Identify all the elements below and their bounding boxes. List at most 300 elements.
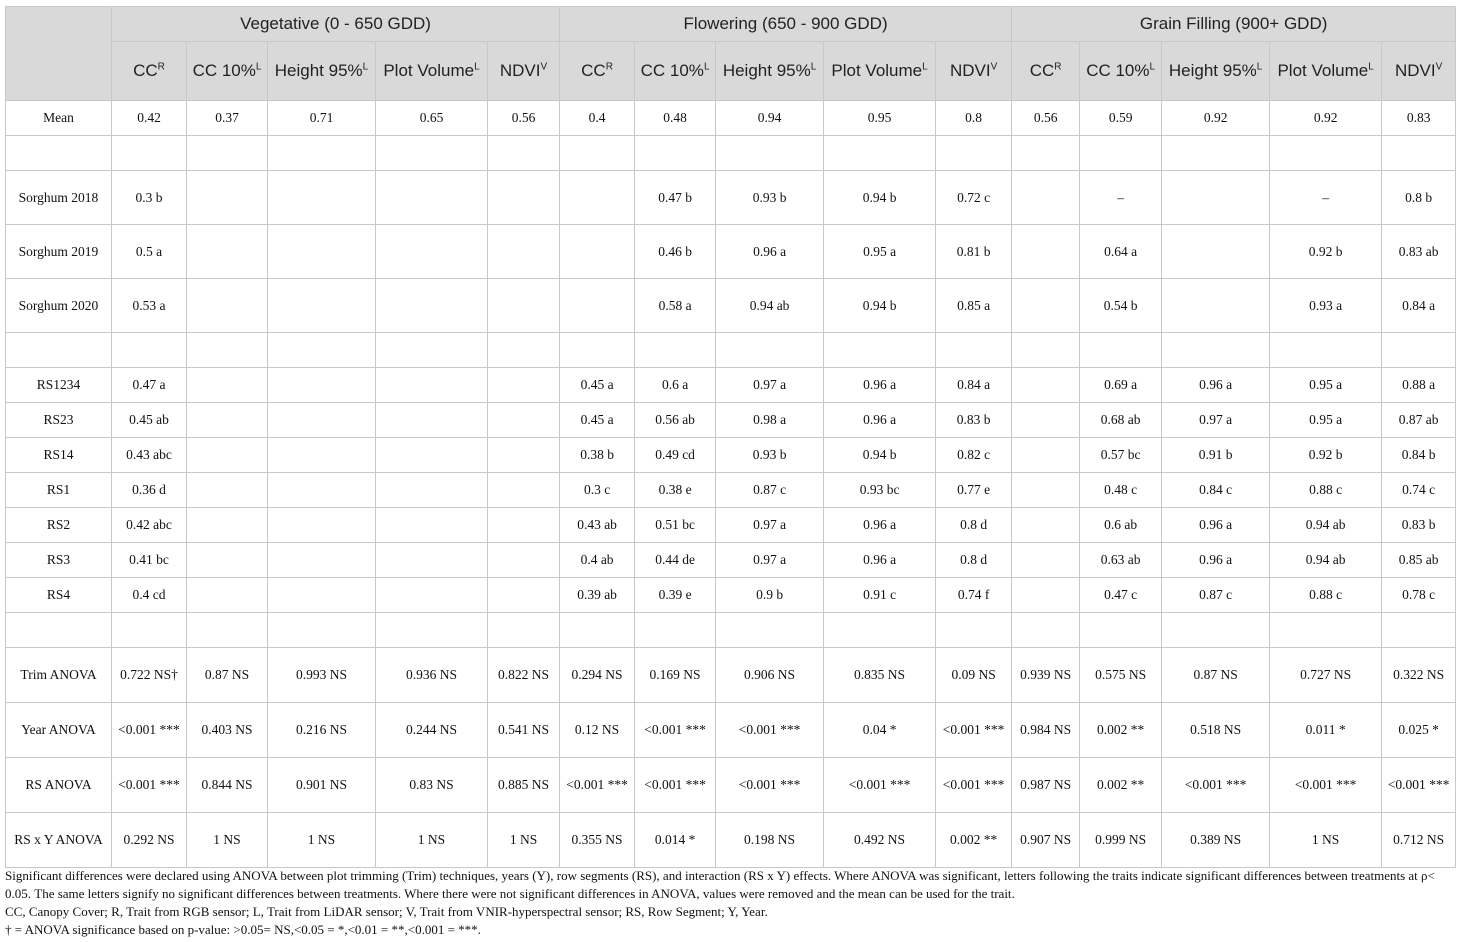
table-cell: <0.001 *** (560, 758, 635, 813)
table-cell (1012, 438, 1080, 473)
table-cell: 0.42 (112, 101, 187, 136)
trait-name: CC (1029, 61, 1055, 80)
table-cell (1162, 171, 1270, 225)
table-cell: 0.58 a (635, 279, 716, 333)
table-cell: 0.3 c (560, 473, 635, 508)
table-cell (376, 333, 488, 368)
table-cell: 0.97 a (716, 368, 824, 403)
table-cell: – (1080, 171, 1162, 225)
table-cell (187, 171, 268, 225)
table-cell (560, 136, 635, 171)
table-cell: 0.4 (560, 101, 635, 136)
table-cell (560, 171, 635, 225)
table-cell: 0.96 a (1162, 368, 1270, 403)
table-cell: <0.001 *** (1382, 758, 1456, 813)
table-cell: 0.56 (488, 101, 560, 136)
table-cell: 0.88 c (1270, 578, 1382, 613)
table-cell: <0.001 *** (716, 703, 824, 758)
table-cell: <0.001 *** (112, 703, 187, 758)
table-cell: 0.8 b (1382, 171, 1456, 225)
table-cell: 0.04 * (824, 703, 936, 758)
table-cell (824, 333, 936, 368)
table-cell: 0.46 b (635, 225, 716, 279)
table-cell (488, 136, 560, 171)
table-cell (1012, 508, 1080, 543)
results-table-container (5, 6, 1455, 868)
row-label: RS3 (6, 543, 112, 578)
row-label: Sorghum 2020 (6, 279, 112, 333)
table-cell: 0.97 a (1162, 403, 1270, 438)
table-cell: 0.36 d (112, 473, 187, 508)
table-cell: 0.85 a (936, 279, 1012, 333)
table-cell: 0.95 a (1270, 403, 1382, 438)
table-row (6, 171, 1456, 225)
table-cell (1012, 333, 1080, 368)
table-cell: 0.002 ** (1080, 758, 1162, 813)
table-cell: 0.939 NS (1012, 648, 1080, 703)
table-cell: 1 NS (1270, 813, 1382, 868)
table-cell: 0.56 (1012, 101, 1080, 136)
table-cell: 0.389 NS (1162, 813, 1270, 868)
table-cell: 0.96 a (716, 225, 824, 279)
table-cell: 0.83 NS (376, 758, 488, 813)
table-cell (488, 171, 560, 225)
table-cell: 0.93 a (1270, 279, 1382, 333)
trait-name: NDVI (499, 61, 541, 80)
table-cell: 0.4 ab (560, 543, 635, 578)
table-cell: 0.96 a (1162, 508, 1270, 543)
table-cell (268, 473, 376, 508)
table-cell (376, 613, 488, 648)
sensor-superscript: V (540, 61, 548, 73)
table-cell: 0.025 * (1382, 703, 1456, 758)
table-cell: 0.999 NS (1080, 813, 1162, 868)
table-cell: 0.85 ab (1382, 543, 1456, 578)
table-cell: 0.244 NS (376, 703, 488, 758)
table-cell: 0.002 ** (936, 813, 1012, 868)
table-cell (1012, 473, 1080, 508)
table-cell (376, 171, 488, 225)
table-cell: 1 NS (376, 813, 488, 868)
corner-cell (6, 7, 112, 101)
sensor-superscript: L (1256, 61, 1263, 73)
table-cell (187, 613, 268, 648)
table-cell: 0.09 NS (936, 648, 1012, 703)
table-cell: 0.541 NS (488, 703, 560, 758)
trait-name: Height 95% (722, 61, 811, 80)
table-cell (635, 613, 716, 648)
table-cell: 0.87 c (716, 473, 824, 508)
table-row (6, 543, 1456, 578)
table-row (6, 813, 1456, 868)
table-cell (376, 543, 488, 578)
table-cell (376, 136, 488, 171)
sensor-superscript: L (1368, 61, 1374, 73)
trait-header (1270, 42, 1382, 101)
table-cell: 0.96 a (824, 368, 936, 403)
table-cell (187, 279, 268, 333)
table-cell: 0.94 ab (716, 279, 824, 333)
table-cell: 0.936 NS (376, 648, 488, 703)
table-cell: 1 NS (488, 813, 560, 868)
table-cell: <0.001 *** (112, 758, 187, 813)
table-cell: 0.8 d (936, 543, 1012, 578)
table-cell: 0.74 c (1382, 473, 1456, 508)
table-cell: 0.844 NS (187, 758, 268, 813)
table-cell: 0.45 a (560, 368, 635, 403)
table-cell: 0.43 ab (560, 508, 635, 543)
table-cell: 0.93 b (716, 438, 824, 473)
trait-name: CC 10% (1086, 61, 1150, 80)
table-cell (268, 403, 376, 438)
table-cell: 0.91 c (824, 578, 936, 613)
table-cell (187, 333, 268, 368)
table-cell: 0.993 NS (268, 648, 376, 703)
table-cell: 0.94 b (824, 171, 936, 225)
trait-name: NDVI (1394, 61, 1436, 80)
trait-header (1162, 42, 1270, 101)
table-cell (488, 279, 560, 333)
table-cell: 0.5 a (112, 225, 187, 279)
row-label (6, 136, 112, 171)
table-cell: 0.63 ab (1080, 543, 1162, 578)
table-cell: 0.92 (1162, 101, 1270, 136)
table-cell (488, 333, 560, 368)
table-cell (112, 136, 187, 171)
table-cell: 0.901 NS (268, 758, 376, 813)
table-row (6, 368, 1456, 403)
table-cell (1012, 403, 1080, 438)
trait-name: Plot Volume (831, 61, 923, 80)
row-label: Year ANOVA (6, 703, 112, 758)
table-cell (268, 279, 376, 333)
table-row (6, 648, 1456, 703)
table-cell (936, 136, 1012, 171)
table-row (6, 136, 1456, 171)
table-cell (187, 508, 268, 543)
table-cell (824, 613, 936, 648)
table-cell (488, 508, 560, 543)
table-cell: 0.51 bc (635, 508, 716, 543)
table-cell: 0.92 (1270, 101, 1382, 136)
sensor-superscript: R (157, 61, 165, 73)
table-cell: 0.987 NS (1012, 758, 1080, 813)
table-cell: 0.8 (936, 101, 1012, 136)
table-cell: 0.54 b (1080, 279, 1162, 333)
table-cell: 0.322 NS (1382, 648, 1456, 703)
row-label: RS4 (6, 578, 112, 613)
table-cell (560, 613, 635, 648)
table-cell (187, 473, 268, 508)
table-cell: <0.001 *** (1270, 758, 1382, 813)
table-cell (824, 136, 936, 171)
table-cell (268, 543, 376, 578)
table-cell: 0.984 NS (1012, 703, 1080, 758)
group-header-grain-filling: Grain Filling (900+ GDD) (1012, 7, 1456, 42)
sensor-superscript: L (362, 61, 369, 73)
table-row (6, 703, 1456, 758)
table-cell: 0.88 c (1270, 473, 1382, 508)
table-row (6, 225, 1456, 279)
table-body (6, 101, 1456, 868)
table-cell: <0.001 *** (824, 758, 936, 813)
row-label (6, 333, 112, 368)
table-cell (376, 403, 488, 438)
table-cell (1162, 136, 1270, 171)
table-cell: 0.68 ab (1080, 403, 1162, 438)
trait-header (376, 42, 488, 101)
table-cell: <0.001 *** (936, 758, 1012, 813)
table-row (6, 101, 1456, 136)
table-cell (187, 578, 268, 613)
table-cell: 0.216 NS (268, 703, 376, 758)
trait-name: CC (133, 61, 158, 80)
table-cell: 0.011 * (1270, 703, 1382, 758)
table-cell: 0.83 ab (1382, 225, 1456, 279)
table-cell: 0.822 NS (488, 648, 560, 703)
table-cell: 0.47 c (1080, 578, 1162, 613)
table-cell: 0.8 d (936, 508, 1012, 543)
table-cell (187, 438, 268, 473)
table-cell (488, 403, 560, 438)
table-cell: 0.47 a (112, 368, 187, 403)
table-cell (1012, 136, 1080, 171)
row-label: Sorghum 2019 (6, 225, 112, 279)
sensor-superscript: R (605, 61, 613, 73)
table-cell: 0.84 a (1382, 279, 1456, 333)
table-cell: 1 NS (187, 813, 268, 868)
table-cell: 0.81 b (936, 225, 1012, 279)
table-cell (488, 613, 560, 648)
table-cell (268, 368, 376, 403)
table-cell: <0.001 *** (936, 703, 1012, 758)
table-cell: 0.65 (376, 101, 488, 136)
table-cell: 0.87 NS (187, 648, 268, 703)
table-cell: 0.38 e (635, 473, 716, 508)
table-cell (376, 473, 488, 508)
table-cell (1012, 543, 1080, 578)
table-cell (560, 225, 635, 279)
table-cell: 0.64 a (1080, 225, 1162, 279)
table-cell (936, 333, 1012, 368)
table-cell (716, 136, 824, 171)
trait-header (1382, 42, 1456, 101)
table-cell: 0.82 c (936, 438, 1012, 473)
table-cell: 0.95 a (1270, 368, 1382, 403)
table-cell (635, 136, 716, 171)
table-cell: 0.91 b (1162, 438, 1270, 473)
table-cell (488, 368, 560, 403)
table-row (6, 613, 1456, 648)
sensor-superscript: R (1054, 61, 1062, 73)
table-cell: 0.492 NS (824, 813, 936, 868)
table-cell (1162, 613, 1270, 648)
table-cell: 0.49 cd (635, 438, 716, 473)
table-cell: 0.518 NS (1162, 703, 1270, 758)
table-cell: 0.6 a (635, 368, 716, 403)
table-cell: 0.45 a (560, 403, 635, 438)
table-row (6, 279, 1456, 333)
table-cell: 0.712 NS (1382, 813, 1456, 868)
table-cell (1270, 136, 1382, 171)
trait-header (488, 42, 560, 101)
table-cell: 0.48 c (1080, 473, 1162, 508)
table-cell (268, 613, 376, 648)
table-cell (112, 333, 187, 368)
table-cell: <0.001 *** (716, 758, 824, 813)
table-cell: 0.83 b (1382, 508, 1456, 543)
table-row (6, 758, 1456, 813)
table-row (6, 578, 1456, 613)
table-cell: 0.94 (716, 101, 824, 136)
table-cell (1012, 613, 1080, 648)
table-cell (488, 438, 560, 473)
table-cell: 0.97 a (716, 508, 824, 543)
group-header-vegetative: Vegetative (0 - 650 GDD) (112, 7, 560, 42)
table-cell (376, 225, 488, 279)
table-cell: 0.722 NS† (112, 648, 187, 703)
table-cell: 0.292 NS (112, 813, 187, 868)
row-label: RS1 (6, 473, 112, 508)
table-cell: 0.72 c (936, 171, 1012, 225)
table-cell: 0.93 b (716, 171, 824, 225)
table-cell (635, 333, 716, 368)
row-label: RS23 (6, 403, 112, 438)
footnote-dagger: † = ANOVA significance based on p-value: >0.05= NS,<0.05 = *,<0.01 = **,<0.001 = ***. (5, 922, 481, 937)
table-cell: – (1270, 171, 1382, 225)
table-cell: 0.885 NS (488, 758, 560, 813)
table-cell: 0.39 e (635, 578, 716, 613)
table-cell (376, 438, 488, 473)
table-cell: 0.88 a (1382, 368, 1456, 403)
trait-header-row (6, 42, 1456, 101)
trait-header (635, 42, 716, 101)
table-cell (376, 578, 488, 613)
table-cell: 0.94 b (824, 279, 936, 333)
trait-name: CC (581, 61, 606, 80)
table-cell: <0.001 *** (635, 758, 716, 813)
table-cell (1012, 279, 1080, 333)
table-cell (1382, 333, 1456, 368)
table-cell: 0.294 NS (560, 648, 635, 703)
trait-name: Plot Volume (383, 61, 475, 80)
table-cell: 0.71 (268, 101, 376, 136)
table-cell: 0.96 a (1162, 543, 1270, 578)
table-cell (187, 225, 268, 279)
sensor-superscript: L (1149, 61, 1156, 73)
table-cell (268, 578, 376, 613)
table-cell (488, 225, 560, 279)
table-cell (936, 613, 1012, 648)
table-cell (716, 333, 824, 368)
table-cell: 0.87 c (1162, 578, 1270, 613)
sensor-superscript: V (990, 61, 998, 73)
table-cell: 0.95 (824, 101, 936, 136)
table-row (6, 438, 1456, 473)
table-cell (268, 438, 376, 473)
table-cell: 0.014 * (635, 813, 716, 868)
table-cell (268, 333, 376, 368)
trait-name: CC 10% (640, 61, 704, 80)
table-cell: 0.87 NS (1162, 648, 1270, 703)
trait-header (1012, 42, 1080, 101)
table-cell: 0.74 f (936, 578, 1012, 613)
trait-header (824, 42, 936, 101)
table-cell: 0.43 abc (112, 438, 187, 473)
table-row (6, 508, 1456, 543)
row-label: RS14 (6, 438, 112, 473)
table-cell: 0.96 a (824, 508, 936, 543)
table-cell (1382, 136, 1456, 171)
table-cell (1270, 613, 1382, 648)
table-cell: 0.403 NS (187, 703, 268, 758)
table-cell: <0.001 *** (1162, 758, 1270, 813)
table-cell (1080, 136, 1162, 171)
row-label (6, 613, 112, 648)
table-cell (1012, 171, 1080, 225)
table-cell: 0.44 de (635, 543, 716, 578)
table-cell (1080, 613, 1162, 648)
table-cell: 0.42 abc (112, 508, 187, 543)
table-cell: 0.93 bc (824, 473, 936, 508)
sensor-superscript: L (474, 61, 480, 73)
table-cell: 0.48 (635, 101, 716, 136)
table-cell (268, 171, 376, 225)
sensor-superscript: L (255, 61, 262, 73)
trait-header (187, 42, 268, 101)
table-row (6, 333, 1456, 368)
table-cell (1012, 368, 1080, 403)
table-cell (488, 578, 560, 613)
table-cell: 0.78 c (1382, 578, 1456, 613)
sensor-superscript: V (1435, 61, 1443, 73)
table-cell (560, 279, 635, 333)
trait-name: Plot Volume (1277, 61, 1369, 80)
table-cell: 0.97 a (716, 543, 824, 578)
table-cell: 0.83 (1382, 101, 1456, 136)
table-cell (1012, 225, 1080, 279)
table-cell (268, 225, 376, 279)
table-cell (1162, 333, 1270, 368)
table-cell: 0.92 b (1270, 225, 1382, 279)
table-cell: 0.57 bc (1080, 438, 1162, 473)
table-cell (376, 368, 488, 403)
table-cell: 0.002 ** (1080, 703, 1162, 758)
trait-header (560, 42, 635, 101)
sensor-superscript: L (922, 61, 928, 73)
table-cell (1162, 279, 1270, 333)
table-row (6, 403, 1456, 438)
trait-header (268, 42, 376, 101)
table-cell: 0.96 a (824, 543, 936, 578)
row-label: Trim ANOVA (6, 648, 112, 703)
trait-name: NDVI (949, 61, 991, 80)
table-cell (488, 543, 560, 578)
group-header-row (6, 7, 1456, 42)
row-label: RS x Y ANOVA (6, 813, 112, 868)
row-label: Sorghum 2018 (6, 171, 112, 225)
table-cell (1080, 333, 1162, 368)
trait-name: Height 95% (274, 61, 363, 80)
table-cell: 0.198 NS (716, 813, 824, 868)
table-cell (112, 613, 187, 648)
trait-name: CC 10% (192, 61, 256, 80)
row-label: RS2 (6, 508, 112, 543)
table-cell: 0.727 NS (1270, 648, 1382, 703)
table-cell: 0.84 b (1382, 438, 1456, 473)
table-cell: 0.169 NS (635, 648, 716, 703)
trait-header (716, 42, 824, 101)
